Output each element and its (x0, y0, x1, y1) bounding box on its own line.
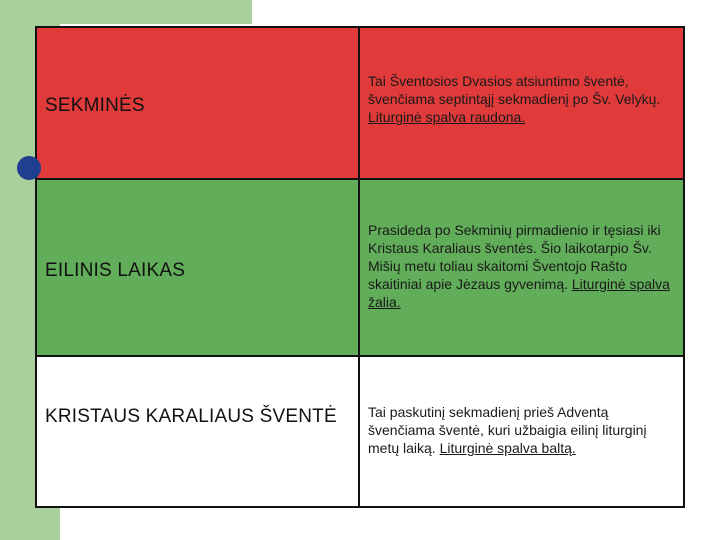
description-text: Tai Šventosios Dvasios atsiuntimo šventė, švenčiama septintąjį sekmadienį po Šv. Velykų. (368, 73, 661, 107)
liturgical-color-note: Liturginė spalva baltą. (439, 440, 576, 456)
description-cell-sekmines (360, 28, 683, 180)
description-text: Tai paskutinį sekmadienį prieš Adventą švenčiama šventė, kuri užbaigia eilinį liturginį metų laiką. (368, 404, 647, 456)
season-description (368, 403, 671, 457)
liturgical-seasons-table (35, 26, 685, 508)
description-text: Prasideda po Sekminių pirmadienio ir tęsiasi iki Kristaus Karaliaus šventės. Šio laikotarpio Šv. Mišių metu toliau skaitomi Šventojo Rašto skaitiniai apie Jėzaus gyvenimą. (368, 222, 661, 292)
season-cell-eilinis-laikas (37, 180, 360, 357)
liturgical-color-note: Liturginė spalva žalia. (368, 276, 670, 310)
liturgical-color-note: Liturginė spalva raudona. (368, 109, 526, 125)
season-title: SEKMINĖS (45, 95, 145, 116)
decorative-top-strip (0, 0, 252, 24)
bullet-dot-icon (17, 156, 41, 180)
description-cell-eilinis-laikas (360, 180, 683, 357)
season-cell-sekmines (37, 28, 360, 180)
season-cell-kristaus-karaliaus (37, 357, 360, 506)
season-title: EILINIS LAIKAS (45, 260, 186, 281)
season-title: KRISTAUS KARALIAUS ŠVENTĖ (45, 406, 337, 427)
season-description (368, 221, 671, 311)
season-description (368, 72, 671, 126)
description-cell-kristaus-karaliaus (360, 357, 683, 506)
